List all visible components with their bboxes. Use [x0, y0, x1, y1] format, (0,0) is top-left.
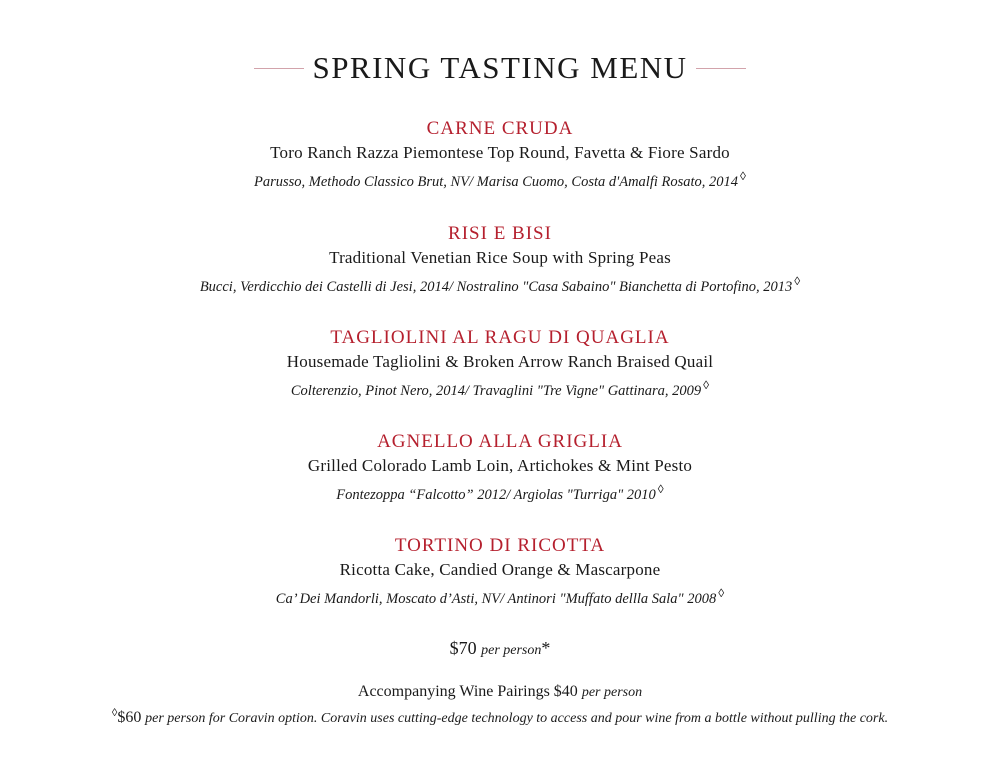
course-wine-pairing	[0, 270, 1000, 298]
course-wine-pairing	[0, 374, 1000, 402]
course-risi-e-bisi	[0, 222, 1000, 298]
pairings-label: Accompanying Wine Pairings $40	[357, 683, 578, 700]
coravin-note	[0, 707, 1000, 727]
course-name: TORTINO DI RICOTTA	[394, 535, 606, 556]
course-wine-pairing	[0, 478, 1000, 506]
course-description: Grilled Colorado Lamb Loin, Artichokes & Mint Pesto	[307, 456, 693, 475]
coravin-diamond-icon: ◊	[718, 586, 725, 600]
pairings-unit: per person	[581, 685, 643, 700]
coravin-diamond-icon: ◊	[657, 482, 664, 496]
course-name: RISI E BISI	[448, 223, 552, 244]
course-description: Housemade Tagliolini & Broken Arrow Ranch Braised Quail	[286, 352, 714, 371]
course-name: TAGLIOLINI AL RAGU DI QUAGLIA	[330, 327, 670, 348]
price-asterisk: *	[541, 638, 551, 658]
coravin-amount: $60	[117, 709, 142, 726]
coravin-diamond-icon: ◊	[794, 274, 801, 288]
wine-pairings-price	[0, 683, 1000, 701]
course-tortino	[0, 534, 1000, 610]
menu-price	[0, 638, 1000, 659]
coravin-diamond-icon: ◊	[703, 378, 710, 392]
wine-text: Bucci, Verdicchio dei Castelli di Jesi, 2014/ Nostralino "Casa Sabaino" Bianchetta di Portofino, 2013	[199, 278, 793, 295]
coravin-diamond-icon: ◊	[740, 169, 746, 183]
menu-title: SPRING TASTING MENU	[312, 50, 688, 85]
course-description: Ricotta Cake, Candied Orange & Mascarpone	[339, 560, 661, 579]
price-amount: $70	[449, 638, 477, 658]
course-description: Traditional Venetian Rice Soup with Spring Peas	[329, 248, 671, 267]
coravin-text: per person for Coravin option. Coravin uses cutting-edge technology to access and pour wine from a bottle without pulling the cork.	[145, 711, 889, 726]
price-unit: per person	[481, 643, 542, 658]
course-tagliolini	[0, 326, 1000, 402]
course-carne-cruda	[0, 117, 1000, 193]
course-agnello	[0, 430, 1000, 506]
wine-text: Fontezoppa “Falcotto” 2012/ Argiolas "Turriga" 2010	[336, 486, 656, 503]
course-name: AGNELLO ALLA GRIGLIA	[377, 431, 623, 452]
wine-text: Ca’ Dei Mandorli, Moscato d’Asti, NV/ Antinori "Muffato dellla Sala" 2008	[275, 590, 717, 607]
course-name: CARNE CRUDA	[426, 118, 574, 139]
wine-text: Parusso, Methodo Classico Brut, NV/ Marisa Cuomo, Costa d'Amalfi Rosato, 2014	[254, 173, 739, 190]
title-rule-left	[254, 68, 304, 69]
title-rule-right	[696, 68, 746, 69]
menu-header	[0, 46, 1000, 90]
course-wine-pairing	[0, 582, 1000, 610]
coravin-diamond-icon: ◊	[111, 707, 118, 719]
course-description: Toro Ranch Razza Piemontese Top Round, Favetta & Fiore Sardo	[270, 143, 730, 162]
course-wine-pairing	[0, 165, 1000, 193]
wine-text: Colterenzio, Pinot Nero, 2014/ Travaglini "Tre Vigne" Gattinara, 2009	[290, 382, 702, 399]
